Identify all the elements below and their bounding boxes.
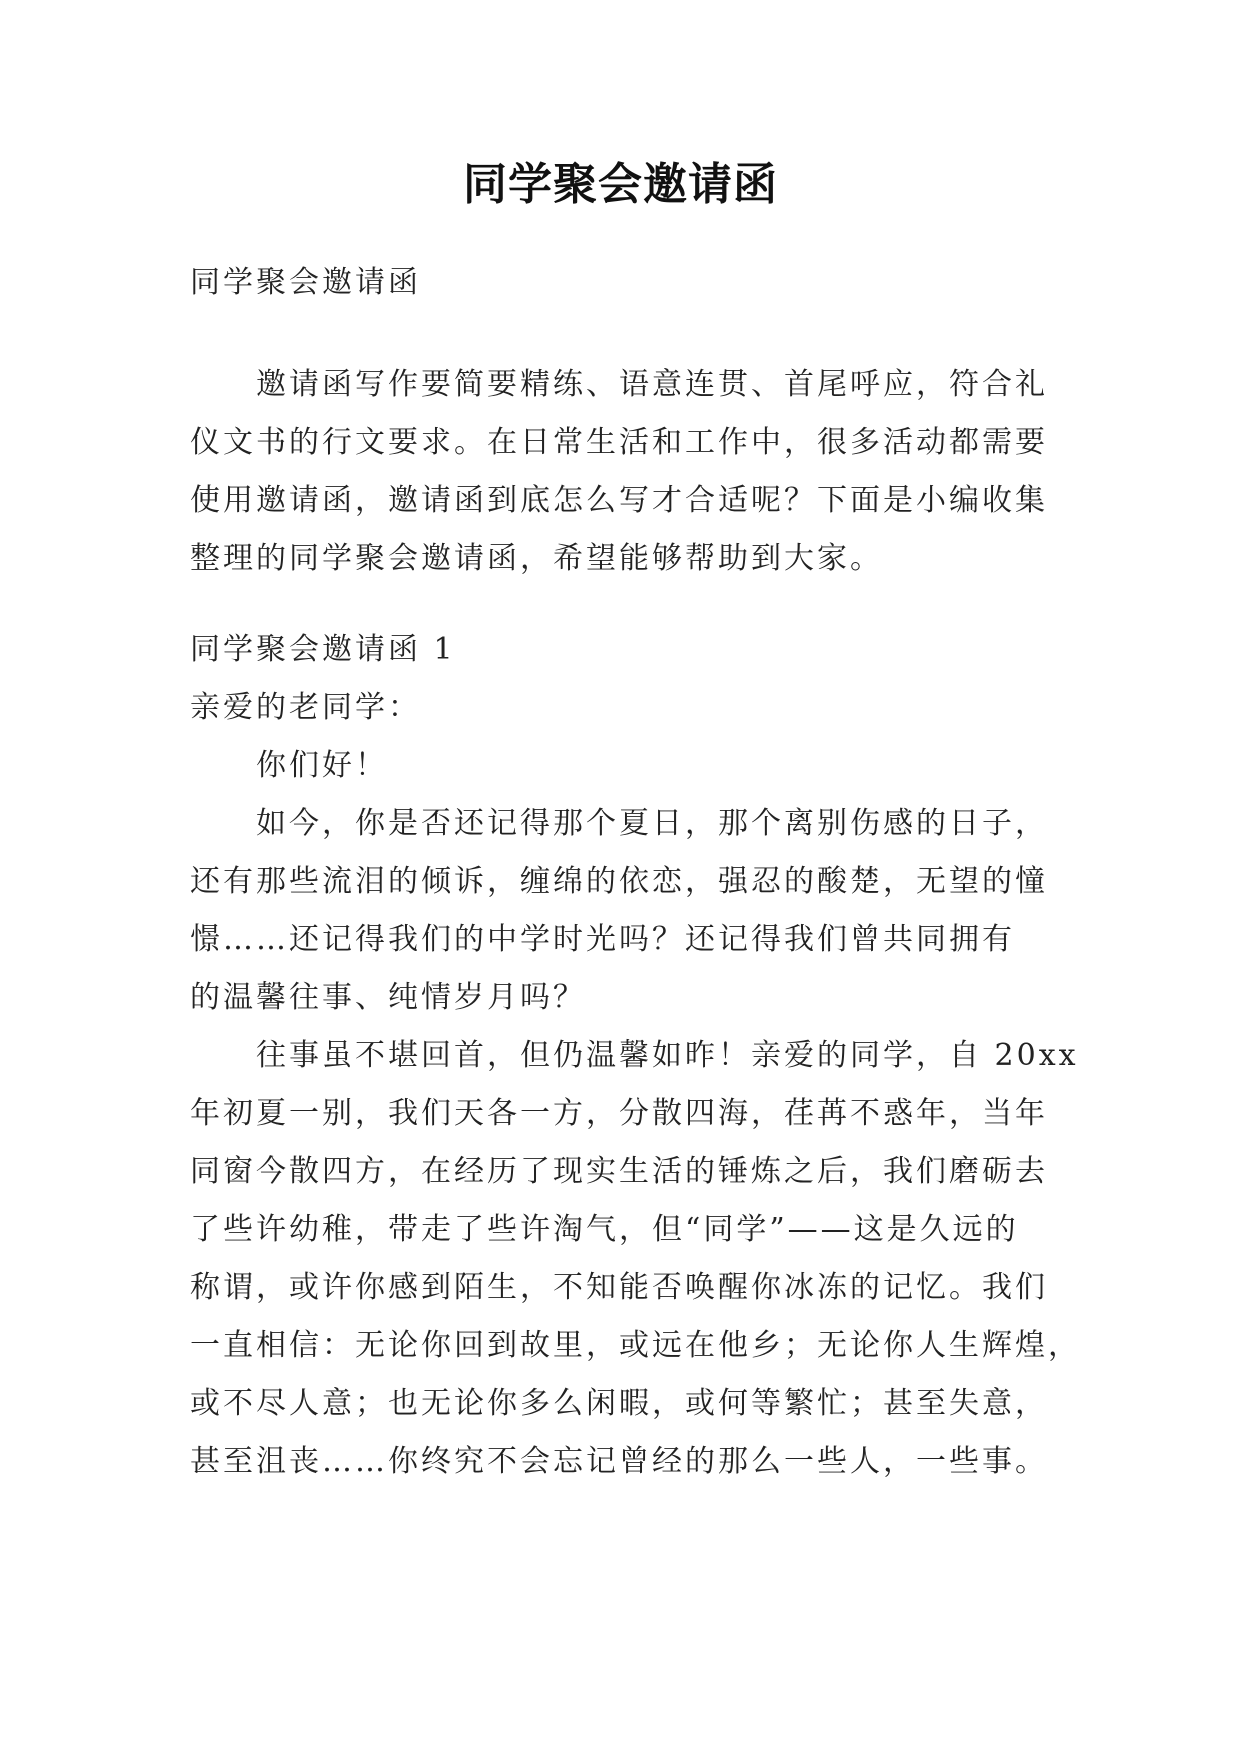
intro-line: 使用邀请函，邀请函到底怎么写才合适呢？下面是小编收集: [190, 483, 1048, 518]
salutation: 亲爱的老同学：: [190, 690, 421, 725]
paragraph-line: 的温馨往事、纯情岁月吗？: [190, 980, 586, 1015]
document-title: 同学聚会邀请函: [463, 159, 778, 210]
letter-section: [190, 621, 1081, 1491]
paragraph-line: 如今，你是否还记得那个夏日，那个离别伤感的日子，: [256, 806, 1048, 841]
paragraph-line: 同窗今散四方，在经历了现实生活的锤炼之后，我们磨砺去: [190, 1154, 1048, 1189]
paragraph-line: 往事虽不堪回首，但仍温馨如昨！亲爱的同学，自 20xx: [256, 1038, 1079, 1073]
greeting: 你们好！: [256, 748, 388, 783]
document-subtitle: [190, 254, 1070, 312]
paragraph-line: 还有那些流泪的倾诉，缠绵的依恋，强忍的酸楚，无望的憧: [190, 864, 1048, 899]
paragraph-line: 了些许幼稚，带走了些许淘气，但“同学”——这是久远的: [190, 1212, 1019, 1247]
section-heading: 同学聚会邀请函 1: [190, 632, 456, 667]
intro-line: 整理的同学聚会邀请函，希望能够帮助到大家。: [190, 541, 883, 576]
paragraph-line: 一直相信：无论你回到故里，或远在他乡；无论你人生辉煌，: [190, 1328, 1081, 1363]
intro-line: 仪文书的行文要求。在日常生活和工作中，很多活动都需要: [190, 425, 1048, 460]
intro-paragraph: [190, 356, 1070, 588]
intro-line: 邀请函写作要简要精练、语意连贯、首尾呼应，符合礼: [256, 367, 1048, 402]
paragraph-line: 甚至沮丧……你终究不会忘记曾经的那么一些人，一些事。: [190, 1444, 1048, 1479]
paragraph-line: 称谓，或许你感到陌生，不知能否唤醒你冰冻的记忆。我们: [190, 1270, 1048, 1305]
paragraph-line: 或不尽人意；也无论你多么闲暇，或何等繁忙；甚至失意，: [190, 1386, 1048, 1421]
paragraph-line: 憬……还记得我们的中学时光吗？还记得我们曾共同拥有: [190, 922, 1015, 957]
subtitle-text: 同学聚会邀请函: [190, 265, 421, 300]
paragraph-line: 年初夏一别，我们天各一方，分散四海，荏苒不惑年，当年: [190, 1096, 1048, 1131]
